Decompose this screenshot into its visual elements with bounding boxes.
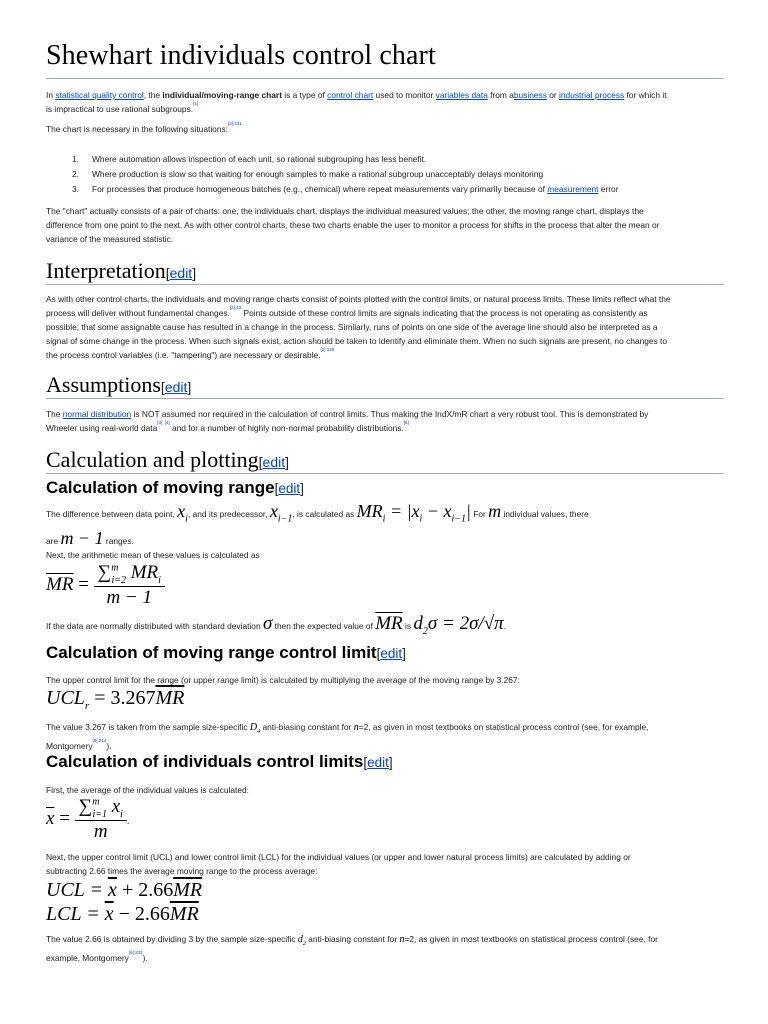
mr-text: , is calculated as [292,509,357,519]
moving-range-paragraph [46,502,589,550]
citation[interactable]: [5] [403,420,409,425]
list-text: Where production is slow so that waiting for enough samples to make a rational subgroup unacceptably delays monitoring [92,169,544,179]
citation[interactable]: [6]:231 [128,950,143,955]
list-text: For processes that produce homogeneous batches (e.g., chemical) where repeat measurements vary primarily because of [92,184,548,194]
math-expected-value: $d_2\sigma = 2\sigma/√\pi$ [413,613,504,637]
individuals-note [46,932,658,965]
math-d2: $d_2$ [297,934,306,947]
period: . [126,815,130,826]
math-ucl: UCL = $\overline{x} + 2.66\overline{MR}$ [46,879,203,901]
citation[interactable]: [2]:125 [320,347,335,352]
edit-link[interactable]: edit [380,646,403,661]
link-industrial-process[interactable]: industrial process [559,90,625,100]
list-number: 1. [72,154,79,164]
math-mean-mr: $\overline{MR}$ = $\frac{\sum^m_{i=2} MR_i}{m - 1}$ [46,562,165,609]
mr-text: ranges. [103,535,134,546]
pair-text: variance of the measured statistic. [46,234,174,244]
ind-text: Next, the upper control limit (UCL) and lower control limit (LCL) for the individual values (or upper and lower natural process limits) are calculated by adding or [46,852,631,862]
mr-limit-note [46,720,648,753]
intro-text: is impractical to use rational subgroups. [46,104,194,114]
math-mr-bar: $\overline{MR}$ [375,613,403,634]
fraction-numerator: ∑$^m_{i=2}$ $MR_i$ [94,562,165,587]
citation[interactable]: [2]:231 [228,121,242,126]
fraction-numerator: ∑$^m_{i=1}$ $x_i$ [75,796,127,821]
edit-section: [edit] [165,265,197,281]
math-fraction [75,796,130,843]
interpretation-text: signal of some change in the process. When such signals exist, action should be taken to identify and eliminate them. When no such signals are present, no changes to [46,336,668,346]
math-sigma: σ [262,613,273,634]
citation[interactable]: [3] [157,420,163,425]
list-number: 3. [72,184,79,194]
ind-text: subtracting 2.66 times the average moving range to the process average: [46,866,318,876]
mean-intro: Next, the arithmetic mean of these values is calculated as [46,550,260,560]
link-variables-data[interactable]: variables data [435,90,488,100]
mr-text: For [470,509,489,519]
math-xi: $x_i$ [177,501,188,525]
heading-text: Calculation of moving range control limit [46,643,377,662]
interpretation-paragraph [46,292,671,362]
mr-text: , and its predecessor, [187,509,270,519]
assumptions-text: and for a number of highly non-normal probability distributions. [169,423,404,433]
citation[interactable]: [2]:43 [229,305,242,310]
title-divider [46,78,724,79]
intro-text: or [546,90,560,100]
link-measurement[interactable]: measurement [547,184,599,194]
mr-limit-text: The upper control limit for the range (or upper range limit) is calculated by multiplying the average of the moving range by 3.267: [46,675,520,685]
intro-text: from a [487,90,514,100]
necessary-paragraph [46,122,242,136]
ev-text: is [402,621,414,631]
intro-text: , the [143,90,163,100]
heading-text: Interpretation [46,258,166,283]
pair-text: difference from one point to the next. As with other control charts, these two charts enable the user to monitor a process for shifts in the process that alter the mean or [46,220,660,230]
link-business[interactable]: business [513,90,547,100]
interpretation-text: the process control variables (i.e. "tampering") are necessary or desirable. [46,350,321,360]
math-m-minus-1: m − 1 [60,527,104,548]
link-control-chart[interactable]: control chart [327,90,374,100]
link-normal-distribution[interactable]: normal distribution [62,409,132,419]
section-heading-interpretation [46,258,196,284]
list-number: 2. [72,169,79,179]
section-heading-assumptions [46,372,191,398]
edit-section: [edit] [376,646,406,661]
edit-section: [edit] [274,481,304,496]
edit-link[interactable]: edit [164,379,188,395]
necessary-text: The chart is necessary in the following situations: [46,124,229,134]
section-divider [46,398,724,399]
section-heading-calculation-plotting [46,447,289,473]
note-text: =2, as given in most textbooks on statistical process control (see, for example, [358,722,649,732]
note-text: The value 3.267 is taken from the sample size-specific [46,722,250,732]
fraction-denominator: m − 1 [106,586,153,608]
intro-text: used to monitor [373,90,436,100]
list-item [46,182,618,197]
note-text: Montgomery [46,741,93,751]
intro-text: for which it [624,90,667,100]
math-xi-1: $x_{i-1}$ [269,501,293,525]
intro-text: In [46,90,56,100]
page-title: Shewhart individuals control chart [46,40,436,71]
math-ucl-r: $UCL_r = 3.267\overline{MR}$ [46,687,185,712]
individuals-first: First, the average of the individual values is calculated: [46,785,249,795]
ev-text: then the expected value of [272,621,376,631]
interpretation-text: possible; that some assignable cause has resulted in a change in the process. Similarly, runs of points on one side of the average line should also be interpreted as a [46,322,658,332]
individuals-next [46,850,631,878]
fraction-denominator: m [93,820,108,842]
heading-text: Calculation and plotting [46,447,259,472]
heading-text: Assumptions [46,372,161,397]
pair-paragraph [46,204,659,246]
edit-section: [edit] [363,755,393,770]
mr-text: individual values, there [501,509,589,519]
edit-section: [edit] [258,454,289,470]
assumptions-text: Wheeler using real-world data [46,423,158,433]
note-text: ). [142,953,148,963]
intro-paragraph [46,88,667,116]
assumptions-text: The [46,409,63,419]
citation[interactable]: [6]:214 [92,738,107,743]
citation[interactable]: [4] [164,420,170,425]
math-m: m [488,501,502,521]
interpretation-text: Points outside of these control limits are signals indicating that the process is not operating as consistently as [241,308,648,318]
math-n: n [399,934,405,945]
math-n: n [353,722,359,733]
subsection-heading-individuals-limits [46,752,393,772]
edit-link[interactable]: edit [262,454,286,470]
math-ucl-lcl [46,878,202,926]
subsection-heading-mr-limit [46,643,406,663]
list-item [46,167,618,182]
ev-text: . [503,621,506,631]
intro-text: is a type of [281,90,328,100]
list-text: error [598,184,619,194]
assumptions-text: is NOT assumed nor required in the calculation of control limits. Thus making the IndX/mR chart a very robust tool. This is demonstrated by [131,409,649,419]
expected-value-paragraph [46,614,506,642]
edit-link[interactable]: edit [169,265,193,281]
link-statistical-quality-control[interactable]: statistical quality control [55,90,144,100]
note-text: anti-biasing constant for [305,934,400,944]
math-x-bar-mean: $\overline{x}$ = $\frac{\sum^m_{i=1} x_i}{m}$ . [46,796,130,842]
pair-text: The "chart" actually consists of a pair of charts: one, the individuals chart, displays the individual measured values; the other, the moving range chart, displays the [46,206,644,216]
math-mr-bar: $\overline{MR}$ [46,573,74,595]
math-x-bar: $\overline{x}$ [46,807,55,829]
heading-text: Calculation of individuals control limits [46,752,364,771]
heading-text: Calculation of moving range [46,478,275,497]
assumptions-paragraph [46,407,648,435]
section-divider [46,473,724,474]
subsection-heading-moving-range [46,478,304,498]
math-d4: $D_4$ [249,722,261,735]
mr-text: The difference between data point, [46,509,178,519]
section-divider [46,284,724,285]
note-text: The value 2.66 is obtained by dividing 3 by the sample size-specific [46,934,298,944]
situations-list [46,152,618,197]
note-text: ). [106,741,112,751]
edit-section: [edit] [160,379,192,395]
citation[interactable]: [1] [193,101,199,106]
ev-text: If the data are normally distributed with standard deviation [46,621,263,631]
list-item [46,152,618,167]
edit-link[interactable]: edit [278,481,301,496]
interpretation-text: As with other control charts, the individuals and moving range charts consist of points plotted with the control limits, or natural process limits. These limits reflect what the [46,294,671,304]
note-text: example, Montgomery [46,953,129,963]
list-text: Where automation allows inspection of each unit, so rational subgrouping has less benefit. [92,154,427,164]
edit-link[interactable]: edit [367,755,389,770]
math-fraction [94,562,165,609]
interpretation-text: process will deliver without fundamental changes. [46,308,230,318]
math-mr-definition: $MR_i = |x_i - x_{i-1}|$ [356,501,471,525]
note-text: anti-biasing constant for [260,722,354,732]
note-text: =2, as given in most textbooks on statistical process control (see, for [404,934,658,944]
mr-text: are [46,535,61,546]
math-lcl: LCL = $\overline{x} - 2.66\overline{MR}$ [46,903,199,925]
intro-bold-term: individual/moving-range chart [162,90,282,100]
